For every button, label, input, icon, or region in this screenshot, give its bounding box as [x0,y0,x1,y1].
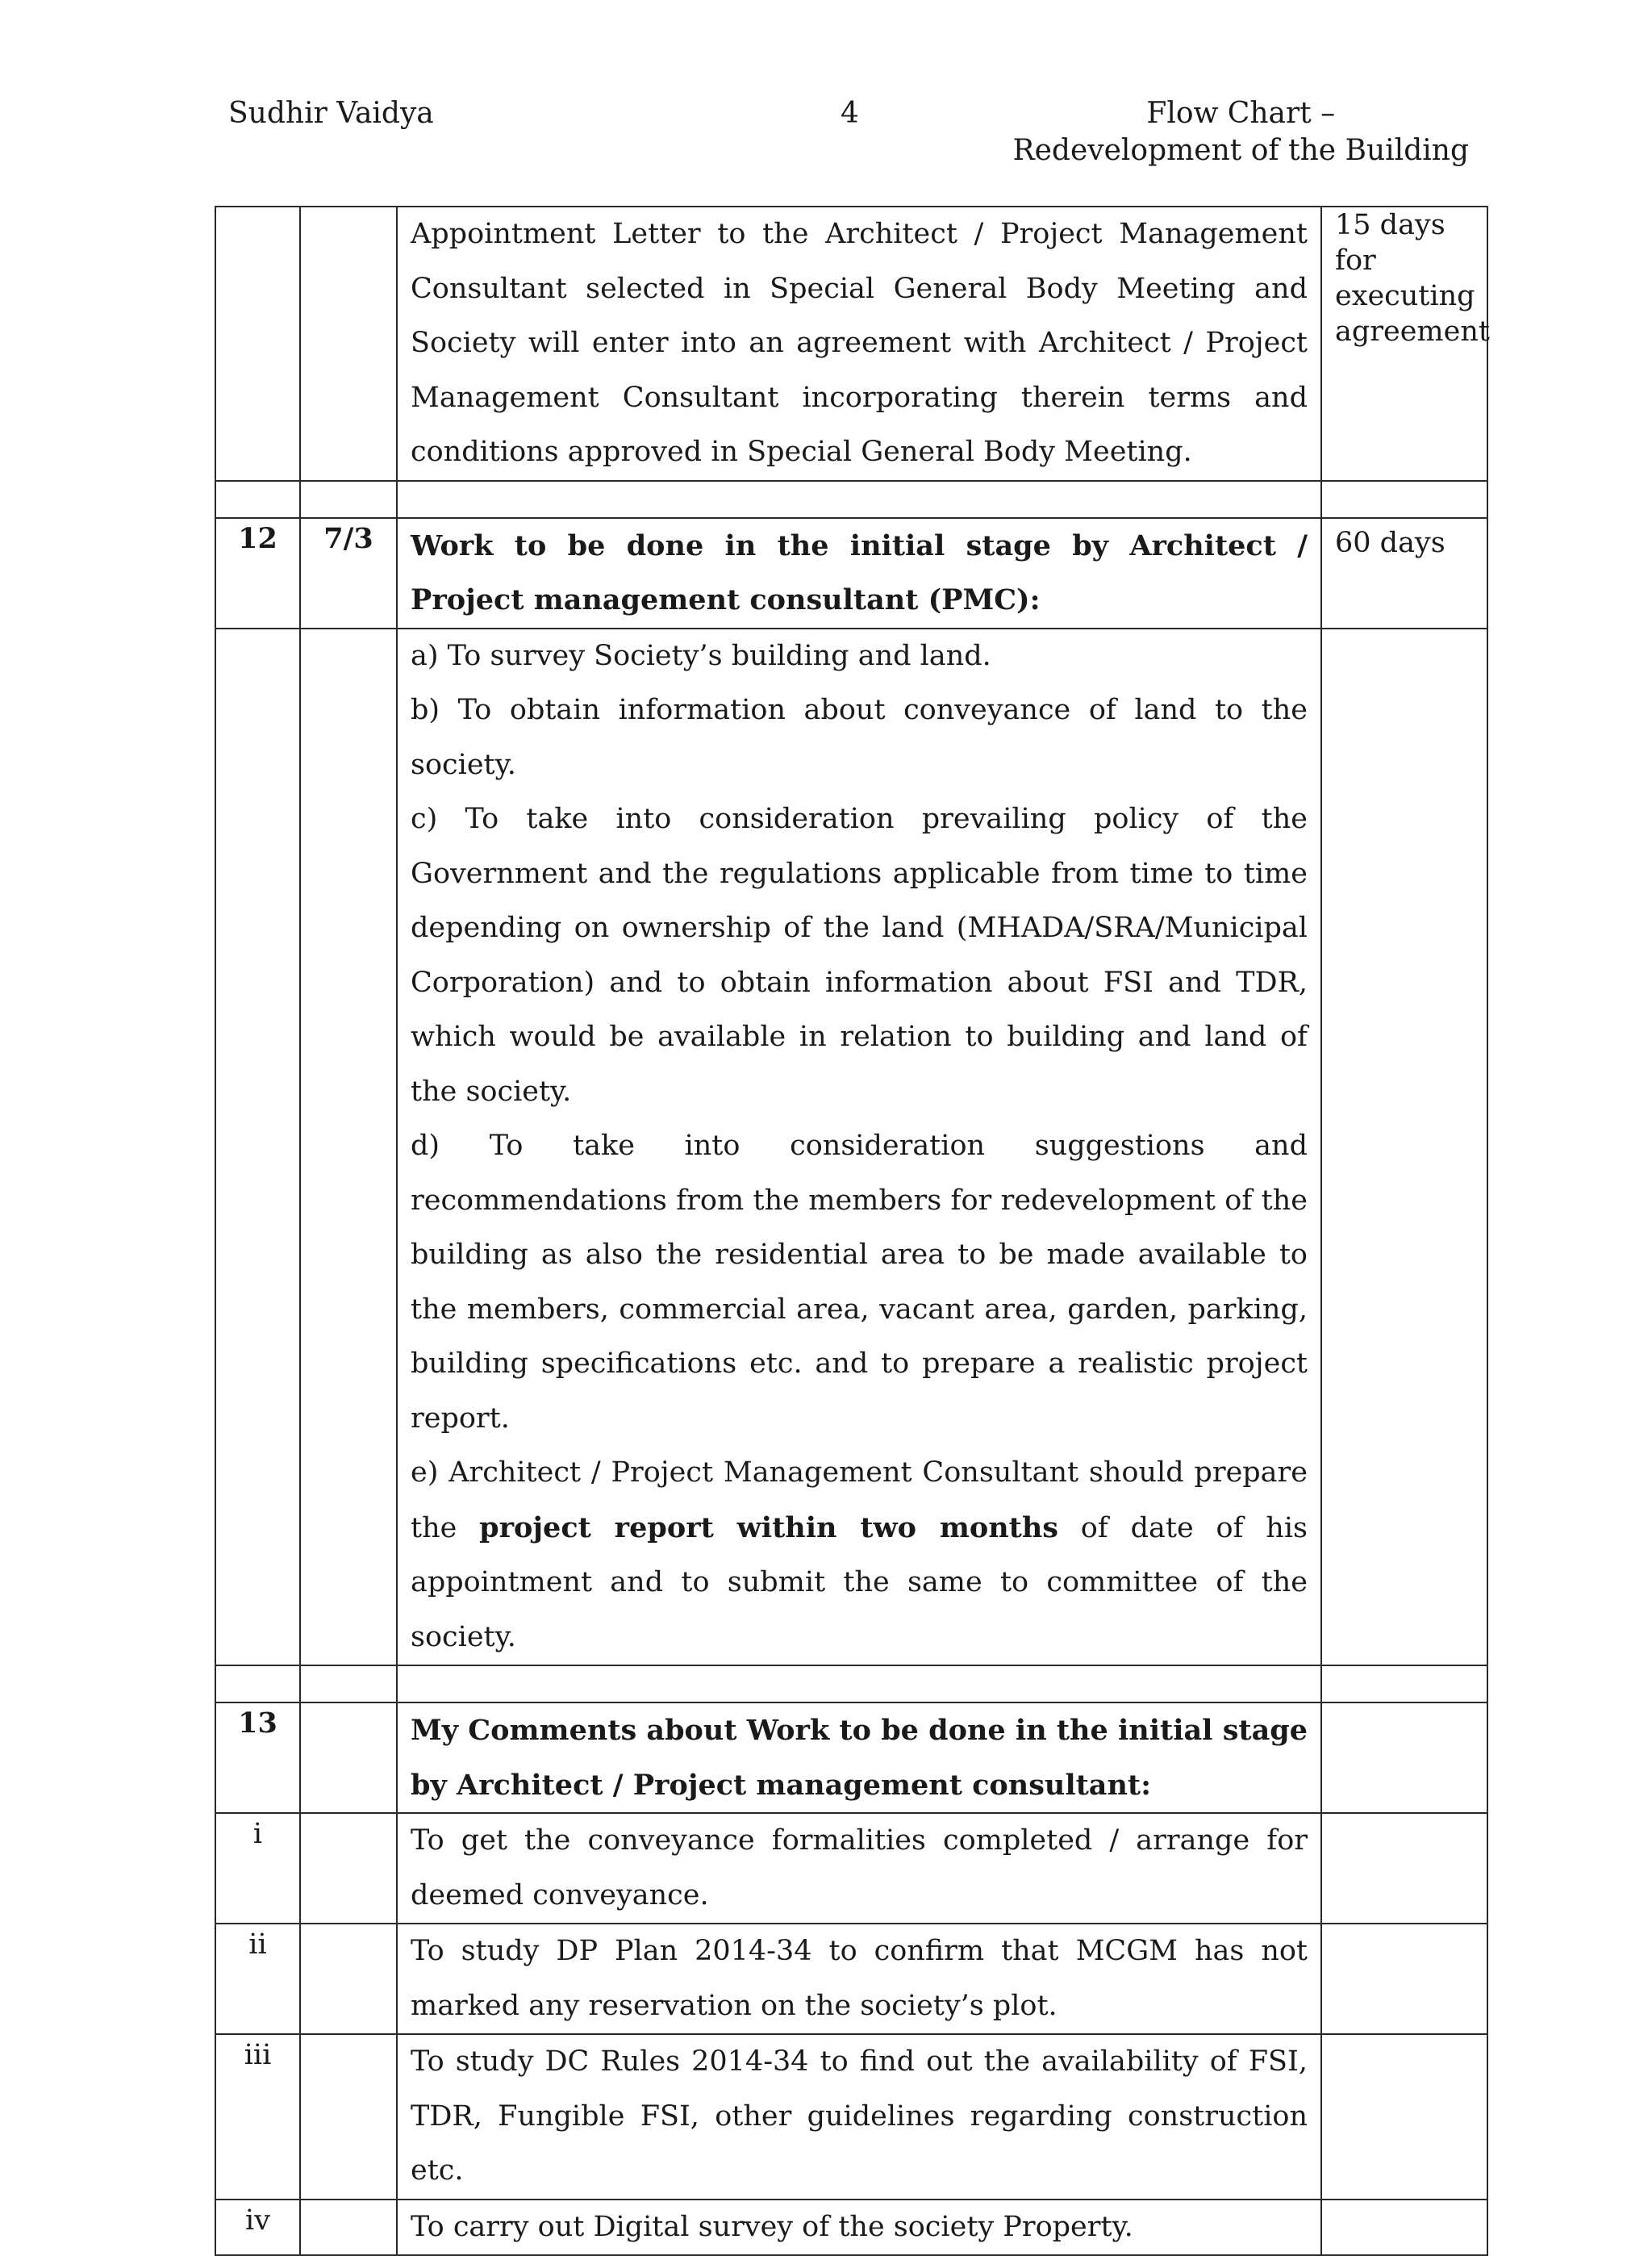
cell-empty [300,629,397,1666]
cell-empty [1321,2200,1487,2256]
cell-empty [300,1702,397,1813]
row-13-heading [397,1702,1321,1813]
table-row-comment [215,1924,1487,2034]
header-author: Sudhir Vaidya [228,97,434,130]
header-title [1013,95,1469,169]
comment-number: iii [215,2034,300,2200]
cell-empty [1321,1702,1487,1813]
appointment-duration: 15 days for executing agreement [1321,207,1487,481]
comment-text [397,2034,1321,2200]
row-12-heading [397,518,1321,629]
comment-paragraph: To carry out Digital survey of the society Property. [411,2210,1133,2243]
cell-empty [1321,629,1487,1666]
cell-empty [215,207,300,481]
comment-paragraph: To study DP Plan 2014-34 to confirm that MCGM has not marked any reservation on the society’s plot. [411,1935,1308,2022]
table-row-13 [215,1702,1487,1813]
detail-a: a) To survey Society’s building and land. [411,639,991,672]
header-title-line2: Redevelopment of the Building [1012,134,1469,167]
cell-empty [300,2200,397,2256]
table-row-comment [215,2034,1487,2200]
table-row-appointment [215,207,1487,481]
row-12-details [397,629,1321,1666]
table-row-spacer [215,1665,1487,1702]
table-row-12 [215,518,1487,629]
detail-e [411,1446,1308,1665]
detail-b: b) To obtain information about conveyance of land to the society. [411,694,1308,781]
header-page-number: 4 [841,97,859,130]
detail-c: c) To take into consideration prevailing policy of the Government and the regulations applicable from time to time depending on ownership of the land (MHADA/SRA/Municipal Corporation) and to obtain information about FSI and TDR, which would be available in relation to building and land of the society. [411,803,1308,1108]
appointment-text [397,207,1321,481]
row-12-duration: 60 days [1321,518,1487,629]
comment-text [397,1813,1321,1924]
table-row-spacer [215,481,1487,518]
cell-empty [300,1924,397,2034]
row-12-number: 12 [215,518,300,629]
comment-number: ii [215,1924,300,2034]
table-row-12-details [215,629,1487,1666]
appointment-paragraph: Appointment Letter to the Architect / Project Management Consultant selected in Special General Body Meeting and Society will enter into an agreement with Architect / Project Management Consultant incorporating therein terms and conditions approved in Special General Body Meeting. [411,218,1308,468]
cell-empty [1321,1813,1487,1924]
row-12-ref: 7/3 [300,518,397,629]
cell-empty [300,1813,397,1924]
comment-paragraph: To get the conveyance formalities completed / arrange for deemed conveyance. [411,1824,1308,1911]
comment-number: i [215,1813,300,1924]
cell-empty [300,2034,397,2200]
detail-d: d) To take into consideration suggestions and recommendations from the members for redevelopment of the building as also the residential area to be made available to the members, commercial area, vacant area, garden, parking, building specifications etc. and to prepare a realistic project report. [411,1130,1308,1435]
detail-e-suffix: of date of his appointment and to submit the same to committee of the society. [411,1511,1308,1653]
comment-paragraph: To study DC Rules 2014-34 to find out the availability of FSI, TDR, Fungible FSI, other guidelines regarding construction etc. [411,2045,1308,2187]
cell-empty [215,629,300,1666]
detail-e-prefix: e) Architect / Project Management Consultant should prepare the [411,1456,1308,1544]
comment-text [397,2200,1321,2256]
row-13-number: 13 [215,1702,300,1813]
comment-text [397,1924,1321,2034]
cell-empty [1321,2034,1487,2200]
cell-empty [1321,1924,1487,2034]
table-row-comment [215,2200,1487,2256]
comment-number: iv [215,2200,300,2256]
detail-e-bold: project report within two months [479,1510,1058,1544]
table-row-comment [215,1813,1487,1924]
header-title-line1: Flow Chart – [1146,97,1336,130]
flow-chart-table [215,206,1488,2256]
cell-empty [300,207,397,481]
row-12-heading-text: Work to be done in the initial stage by Architect / Project management consultant (PMC): [411,528,1308,616]
row-13-heading-text: My Comments about Work to be done in the initial stage by Architect / Project management consultant: [411,1714,1308,1802]
